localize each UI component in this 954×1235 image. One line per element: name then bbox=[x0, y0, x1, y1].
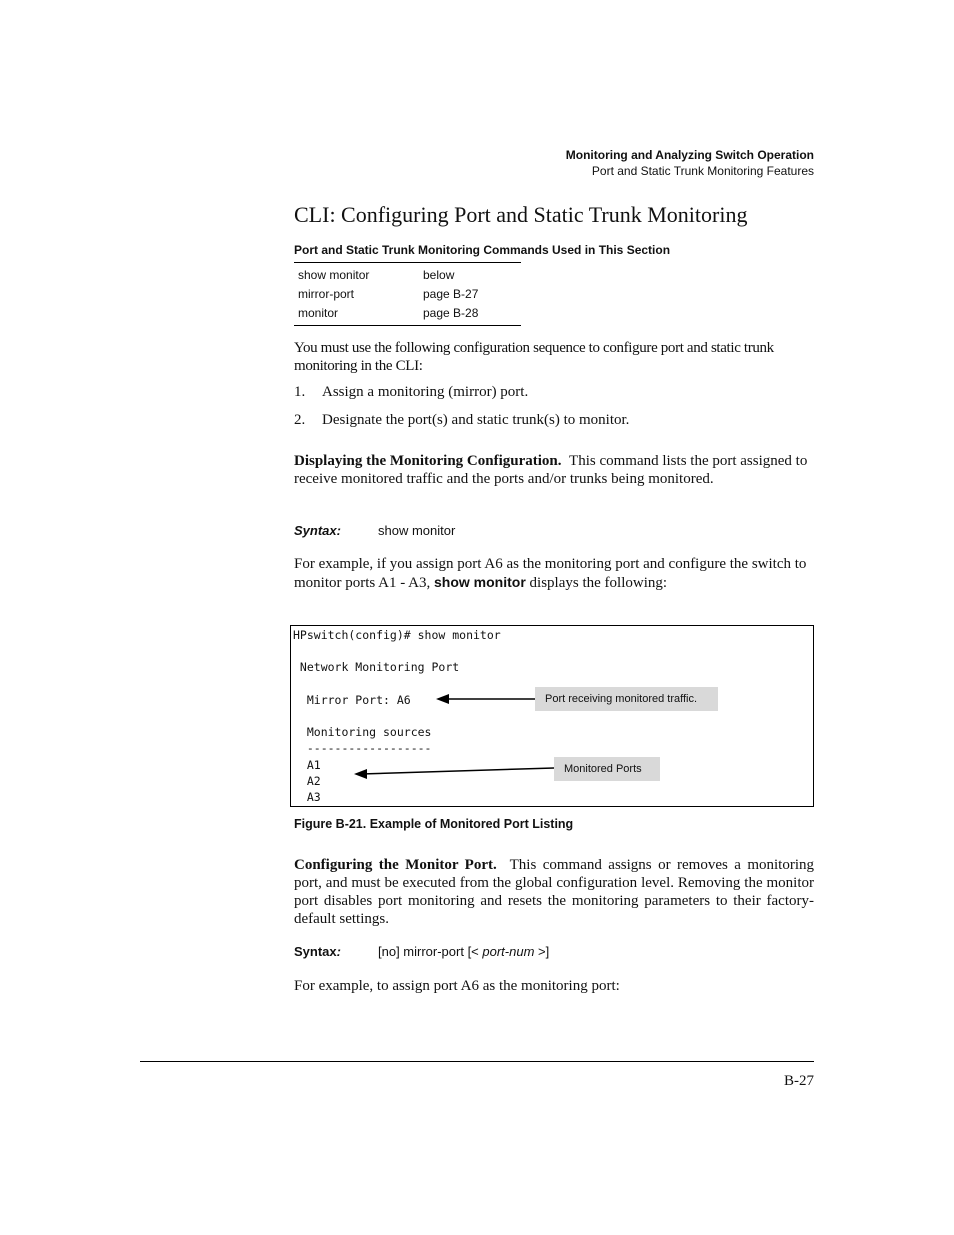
example-text-post: displays the following: bbox=[529, 575, 668, 591]
step-text: Designate the port(s) and static trunk(s) to monitor. bbox=[322, 412, 630, 428]
example-command: show monitor bbox=[434, 574, 526, 590]
page-ref-cell: page B-27 bbox=[423, 286, 479, 301]
syntax-value-arg: port-num bbox=[482, 944, 535, 959]
running-header-subsection: Port and Static Trunk Monitoring Features bbox=[591, 164, 814, 178]
command-cell: show monitor bbox=[298, 267, 370, 282]
step-text: Assign a monitoring (mirror) port. bbox=[322, 384, 529, 400]
callout-arrows bbox=[291, 626, 813, 806]
terminal-line: HPswitch(config)# show monitor bbox=[293, 628, 501, 642]
syntax-label-colon: : bbox=[336, 944, 341, 959]
display-section-paragraph bbox=[294, 452, 814, 488]
syntax-label: Syntax: bbox=[294, 523, 341, 538]
callout-monitored-ports: Monitored Ports bbox=[554, 757, 660, 781]
terminal-output-figure bbox=[290, 625, 814, 807]
callout-mirror-port: Port receiving monitored traffic. bbox=[535, 687, 718, 711]
commands-table bbox=[294, 262, 521, 326]
ports-arrow-line bbox=[361, 768, 554, 774]
step-number: 1. bbox=[294, 384, 306, 400]
example-paragraph bbox=[294, 555, 814, 592]
page-number: B-27 bbox=[784, 1073, 814, 1089]
ports-arrowhead-icon bbox=[354, 769, 367, 779]
monitor-port-body: This command assigns or removes a monitoring port, and must be executed from the global configuration level. Removing the monitor port disables port monitoring and resets the monitoring parameters to their factory-default settings. bbox=[294, 857, 814, 927]
terminal-line: Network Monitoring Port bbox=[293, 660, 460, 674]
syntax-label-word: Syntax bbox=[294, 944, 337, 959]
commands-table-caption: Port and Static Trunk Monitoring Commands Used in This Section bbox=[294, 243, 671, 257]
terminal-line: A3 bbox=[293, 790, 321, 804]
monitor-port-paragraph bbox=[294, 856, 814, 928]
display-section-body: This command lists the port assigned to receive monitored traffic and the ports and/or trunks being monitored. bbox=[294, 453, 808, 487]
step-number: 2. bbox=[294, 412, 306, 428]
terminal-line: A1 bbox=[293, 758, 321, 772]
terminal-line: A2 bbox=[293, 774, 321, 788]
list-item bbox=[294, 412, 629, 429]
example-text-pre: For example, if you assign port A6 as the monitoring port and configure the switch to monitor ports A1 - A3, bbox=[294, 556, 807, 591]
monitor-port-heading: Configuring the Monitor Port. bbox=[294, 857, 497, 873]
terminal-line: ------------------ bbox=[293, 741, 432, 755]
syntax-value-post: >] bbox=[534, 944, 550, 959]
page-title: CLI: Configuring Port and Static Trunk Monitoring bbox=[294, 202, 748, 227]
syntax-label bbox=[294, 944, 341, 959]
page-ref-cell: page B-28 bbox=[423, 305, 479, 320]
syntax-value bbox=[378, 944, 549, 959]
terminal-line: Mirror Port: A6 bbox=[293, 693, 411, 707]
syntax-value: show monitor bbox=[378, 523, 456, 538]
table-row bbox=[294, 284, 521, 303]
page-ref-cell: below bbox=[423, 267, 455, 282]
footer-rule bbox=[140, 1061, 814, 1062]
terminal-line: Monitoring sources bbox=[293, 725, 432, 739]
list-item bbox=[294, 384, 528, 401]
example-paragraph: For example, to assign port A6 as the monitoring port: bbox=[294, 978, 620, 994]
figure-caption: Figure B-21. Example of Monitored Port Listing bbox=[294, 817, 574, 831]
syntax-value-pre: [no] mirror-port [< bbox=[378, 944, 483, 959]
table-row bbox=[294, 265, 521, 284]
command-cell: mirror-port bbox=[298, 286, 354, 301]
table-row bbox=[294, 303, 521, 322]
intro-paragraph: You must use the following configuration sequence to configure port and static trunk monitoring in the CLI: bbox=[294, 340, 774, 374]
display-section-heading: Displaying the Monitoring Configuration. bbox=[294, 453, 562, 469]
running-header-section: Monitoring and Analyzing Switch Operation bbox=[565, 148, 814, 162]
mirror-arrowhead-icon bbox=[436, 694, 449, 704]
command-cell: monitor bbox=[298, 305, 339, 320]
